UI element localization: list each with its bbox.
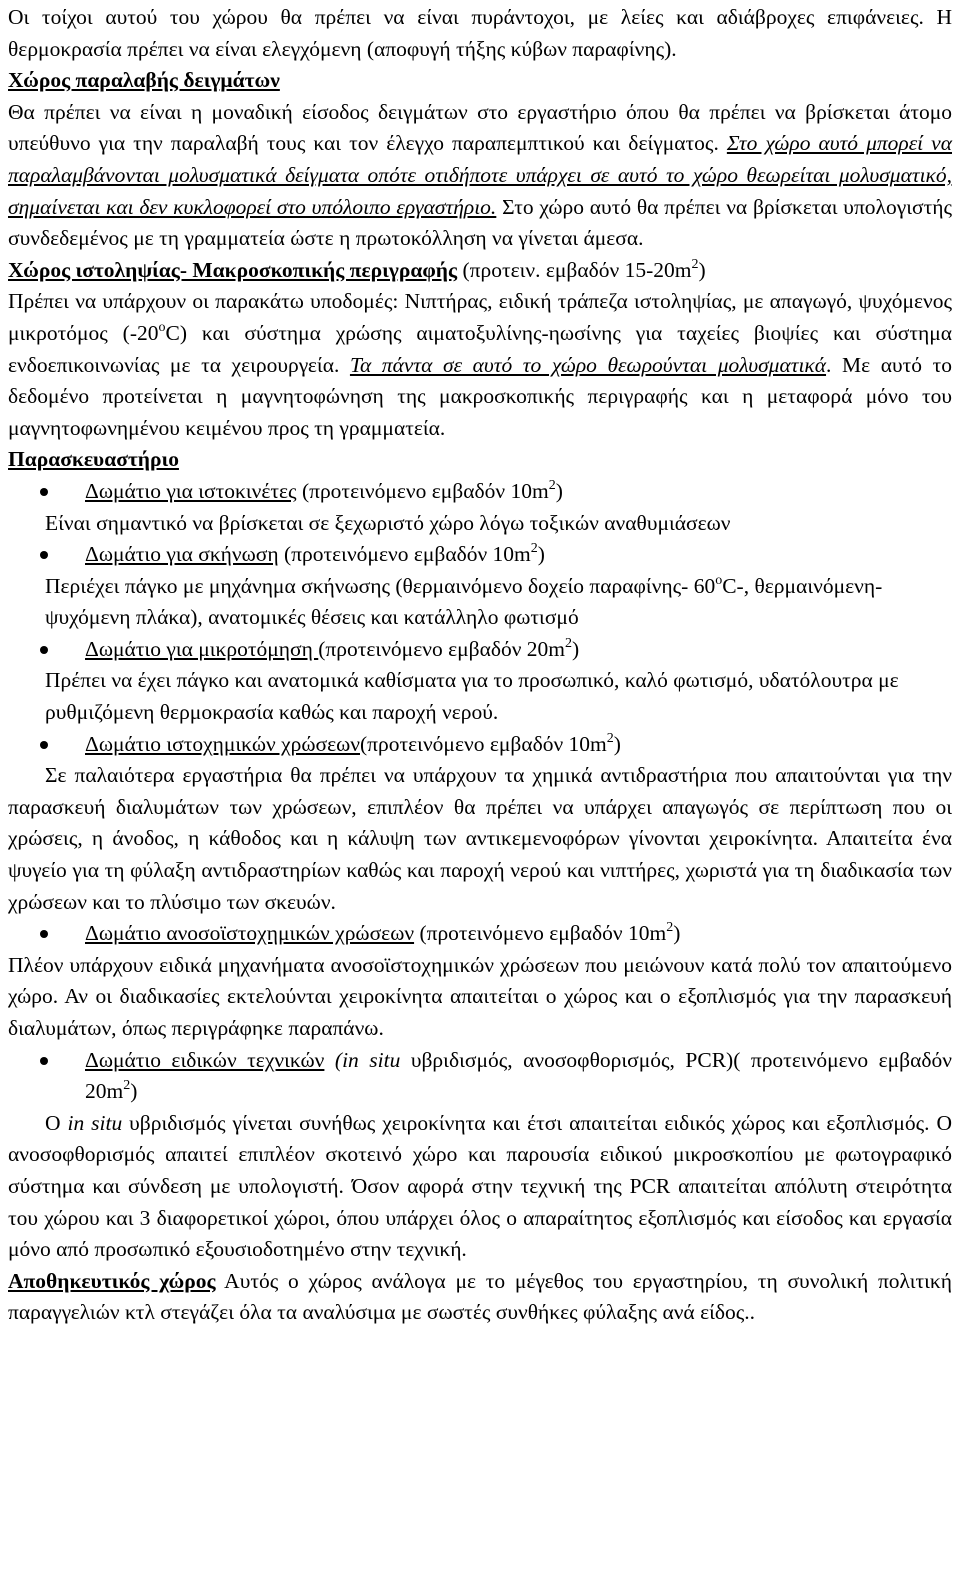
list-item: Δωμάτιο για ιστοκινέτες (προτεινόμενο εμβαδόν $10m^2$) bbox=[8, 476, 952, 508]
grossing-heading-line: Χώρος ιστοληψίας- Μακροσκοπικής περιγραφής (προτειν. εμβαδόν $15-20m^2$) bbox=[8, 256, 706, 282]
list-item-description: Σε παλαιότερα εργαστήρια θα πρέπει να υπάρχουν τα χημικά αντιδραστήρια που απαιτούνται για την παρασκευή διαλυμάτων των χρώσεων, επιπλέον θα πρέπει να υπάρχει απαγωγός σε περίπτωση που οι χρώσεις, η άνοδος, η κάθοδος και η κάλυψη των αντικεμενοφόρων γίνονται χειροκίνητα. Απαιτείτα ένα ψυγείο για τη φύλαξη αντιδραστηρίων καθώς και παροχή νερού και νιπτήρες, χωριστά για τη διαδικασία των χρώσεων και το πλύσιμο των σκευών. bbox=[8, 763, 952, 914]
list-item: Δωμάτιο ιστοχημικών χρώσεων(προτεινόμενο εμβαδόν $10m^2$) bbox=[8, 729, 952, 761]
list-item-description: Είναι σημαντικό να βρίσκεται σε ξεχωριστό χώρο λόγω τοξικών αναθυμιάσεων bbox=[45, 510, 731, 535]
list-item-description: Ο in situ υβριδισμός γίνεται συνήθως χειροκίνητα και έτσι απαιτείται ειδικός χώρος και εξοπλισμός. Ο ανοσοφθορισμός απαιτεί επιπλέον σκοτεινό χώρο και παρουσία ειδικού μικροσκοπίου με φωτογραφικό σύστημα και σύνδεση με υπολογιστή. Όσον αφορά στην τεχνική της PCR απαιτείται απόλυτη στειρότητα του χώρου και 3 διαφορετικοί χώροι, όπου υπάρχει όλος ο απαραίτητος εξοπλισμός και είσοδος και εργασία μόνο από προσωπικό εξουσιοδοτημένο στην τεχνική. bbox=[8, 1110, 952, 1262]
grossing-heading: Χώρος ιστοληψίας- Μακροσκοπικής περιγραφής bbox=[8, 257, 458, 282]
intro-paragraph: Οι τοίχοι αυτού του χώρου θα πρέπει να είναι πυράντοχοι, με λείες και αδιάβροχες επιφάνειες. Η θερμοκρασία πρέπει να είναι ελεγχόμενη (αποφυγή τήξης κύβων παραφίνης). bbox=[8, 5, 952, 61]
storage-heading: Αποθηκευτικός χώρος bbox=[8, 1268, 216, 1293]
grossing-warning: Τα πάντα σε αυτό το χώρο θεωρούνται μολυσματικά bbox=[349, 352, 827, 377]
list-item-description: Πρέπει να έχει πάγκο και ανατομικά καθίσματα για το προσωπικό, καλό φωτισμό, υδατόλουτρα με ρυθμιζόμενη θερμοκρασία καθώς και παροχή νερού. bbox=[45, 668, 899, 725]
list-item-description: Πλέον υπάρχουν ειδικά μηχανήματα ανοσοϊστοχημικών χρώσεων που μειώνουν κατά πολύ τον απαιτούμενο χώρο. Αν οι διαδικασίες εκτελούνται χειροκίνητα απαιτείται ο χώρος και ο εξοπλισμός για την παρασκευή διαλυμάτων, όπως περιγράφηκε παραπάνω. bbox=[8, 952, 952, 1040]
reception-warning: Στο χώρο αυτό μπορεί να παραλαμβάνονται μολυσματικά δείγματα οπότε οτιδήποτε υπάρχει σε αυτό το χώρο θεωρείται μολυσματικό, σημαίνεται και δεν κυκλοφορεί στο υπόλοιπο εργαστήριο. bbox=[8, 131, 952, 219]
list-item: Δωμάτιο ειδικών τεχνικών (in situ υβριδισμός, ανοσοφθορισμός, PCR)( προτεινόμενο εμβαδόν $20m^2$) bbox=[8, 1045, 952, 1108]
reception-heading: Χώρος παραλαβής δειγμάτων bbox=[8, 68, 280, 93]
list-item: Δωμάτιο για μικροτόμηση (προτεινόμενο εμβαδόν $20m^2$) bbox=[8, 634, 952, 666]
prep-heading: Παρασκευαστήριο bbox=[8, 447, 179, 472]
list-item-description: Περιέχει πάγκο με μηχάνημα σκήνωσης (θερμαινόμενο δοχείο παραφίνης- 60$^o$C-, θερμαινόμενη-ψυχόμενη πλάκα), ανατομικές θέσεις και κατάλληλο φωτισμό bbox=[45, 572, 883, 630]
storage-paragraph: Αποθηκευτικός χώρος Αυτός ο χώρος ανάλογα με το μέγεθος του εργαστηρίου, τη συνολική πολιτική παραγγελιών κτλ στεγάζει όλα τα αναλύσιμα με σωστές συνθήκες φύλαξης ανά είδος.. bbox=[8, 1268, 953, 1325]
list-item: Δωμάτιο ανοσοϊστοχημικών χρώσεων (προτεινόμενο εμβαδόν $10m^2$) bbox=[8, 918, 952, 950]
reception-paragraph: Θα πρέπει να είναι η μοναδική είσοδος δειγμάτων στο εργαστήριο όπου θα πρέπει να βρίσκεται άτομο υπεύθυνο για την παραλαβή τους και τον έλεγχο παραπεμπτικού και δείγματος. Στο χώρο αυτό μπορεί να παραλαμβάνονται μολυσματικά δείγματα οπότε οτιδήποτε υπάρχει σε αυτό το χώρο θεωρείται μολυσματικό, σημαίνεται και δεν κυκλοφορεί στο υπόλοιπο εργαστήριο. Στο χώρο αυτό θα πρέπει να βρίσκεται υπολογιστής συνδεδεμένος με τη γραμματεία ώστε η πρωτοκόλληση να γίνεται άμεσα. bbox=[8, 99, 952, 251]
grossing-paragraph: Πρέπει να υπάρχουν οι παρακάτω υποδομές: Νιπτήρας, ειδική τράπεζα ιστοληψίας, με απαγωγό, ψυχόμενος μικροτόμος (-20$^o$C) και σύστημα χρώσης αιματοξυλίνης-ηωσίνης για ταχείες βιοψίες και σύστημα ενδοεπικοινωνίας με τα χειρουργεία. Τα πάντα σε αυτό το χώρο θεωρούνται μολυσματικά. Με αυτό το δεδομένο προτείνεται η μαγνητοφώνηση της μακροσκοπικής περιγραφής και η μεταφορά μόνο του μαγνητοφωνημένου κειμένου προς τη γραμματεία. bbox=[8, 289, 952, 440]
list-item: Δωμάτιο για σκήνωση (προτεινόμενο εμβαδόν $10m^2$) bbox=[8, 539, 952, 571]
